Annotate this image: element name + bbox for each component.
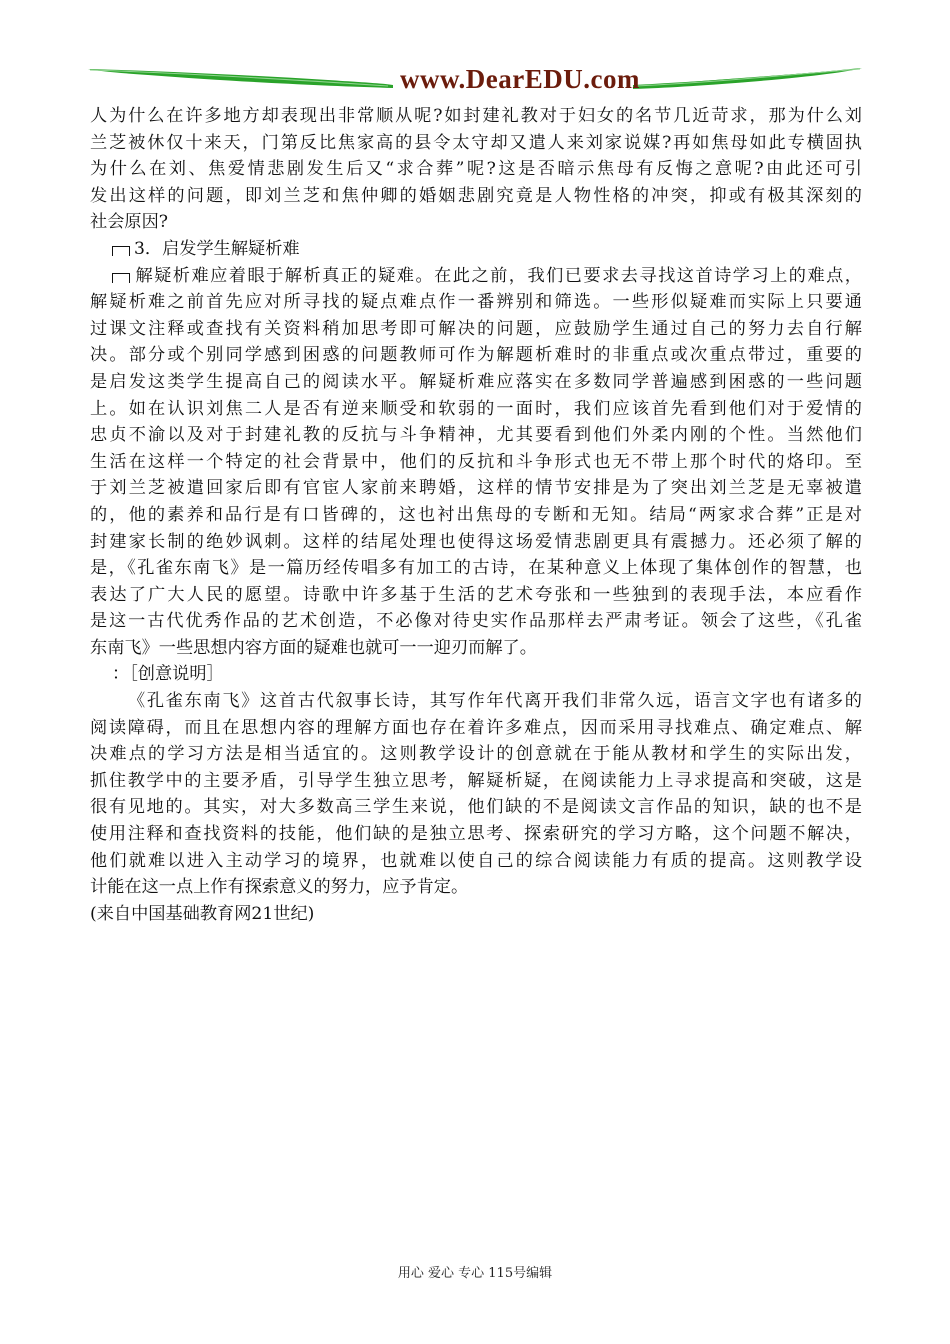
page-footer: 用心 爱心 专心 115号编辑 (397, 1266, 553, 1281)
text-line: 是，《孔雀东南飞》是一篇历经传唱多有加工的古诗，在某种意义上体现了集体创作的智慧，也 (90, 558, 862, 579)
text-line: 兰芝被休仅十来天，门第反比焦家高的县令太守却又遣人来刘家说媒?再如焦母如此专横固执 (90, 132, 862, 153)
text-line: 是这一古代优秀作品的艺术创造，不必像对待史实作品那样去严肃考证。领会了这些，《孔雀 (90, 611, 862, 632)
text-line: 封建家长制的绝妙讽刺。这样的结尾处理也使得这场爱情悲剧更具有震撼力。还必须了解的 (90, 531, 862, 552)
text-line: 计能在这一点上作有探索意义的努力，应予肯定。 (90, 877, 469, 898)
bracket-mark-icon (112, 246, 130, 256)
heading-text: 3．启发学生解疑析难 (134, 238, 300, 259)
paragraph (90, 263, 862, 662)
text-line: 决难点的学习方法是相当适宜的。这则教学设计的创意就在于能从教材和学生的实际出发， (90, 744, 862, 765)
text-line: 他们就难以进入主动学习的境界，也就难以使自己的综合阅读能力有质的提高。这则教学设 (90, 850, 862, 871)
source-note (90, 901, 862, 928)
site-logo[interactable]: www.DearEDU.com (400, 64, 640, 94)
paragraph (90, 103, 862, 236)
text-line (90, 263, 862, 290)
text-line: 表达了广大人民的愿望。诗歌中许多基于生活的艺术夸张和一些独到的表现手法，本应看作 (90, 584, 862, 605)
text-line: 东南飞》一些思想内容方面的疑难也就可一一迎刃而解了。 (90, 637, 537, 658)
text-line: 阅读障碍，而且在思想内容的理解方面也存在着许多难点，因而采用寻找难点、确定难点、解 (90, 717, 862, 738)
bracket-mark-icon (112, 273, 130, 283)
text-line: 《孔雀东南飞》这首古代叙事长诗，其写作年代离开我们非常久远，语言文字也有诸多的 (128, 691, 862, 712)
page-header (88, 58, 862, 100)
text-line: 很有见地的。其实，对大多数高三学生来说，他们缺的不是阅读文言作品的知识，缺的也不是 (90, 797, 862, 818)
heading-line (90, 236, 862, 263)
text-line: 使用注释和查找资料的技能，他们缺的是独立思考、探索研究的学习方略，这个问题不解决， (90, 824, 862, 845)
text-line: 社会原因? (90, 212, 168, 233)
text-line: 于刘兰芝被遣回家后即有官宦人家前来聘婚，这样的情节安排是为了突出刘兰芝是无辜被遣 (90, 478, 862, 499)
text-line: 发出这样的问题，即刘兰芝和焦仲卿的婚姻悲剧究竟是人物性格的冲突，抑或有极其深刻的 (90, 185, 862, 206)
text-line: 解疑析难之前首先应对所寻找的疑点难点作一番辨别和筛选。一些形似疑难而实际上只要通 (90, 292, 862, 313)
text-line: 上。如在认识刘焦二人是否有逆来顺受和软弱的一面时，我们应该首先看到他们对于爱情的 (90, 398, 862, 419)
source-text: (来自中国基础教育网21世纪) (90, 903, 315, 924)
paragraph (90, 688, 862, 901)
text-line: 决。部分或个别同学感到困惑的问题教师可作为解题析难时的非重点或次重点带过，重要的 (90, 345, 862, 366)
section-label-text: ：［创意说明］ (112, 664, 224, 685)
text-line: 为什么在刘、焦爱情悲剧发生后又“求合葬”呢?这是否暗示焦母有反悔之意呢?由此还可引 (90, 159, 862, 180)
text-line: 忠贞不渝以及对于封建礼教的反抗与斗争精神，尤其要看到他们外柔内刚的个性。当然他们 (90, 425, 862, 446)
text-line: 是启发这类学生提高自己的阅读水平。解疑析难应落实在多数同学普遍感到困惑的一些问题 (90, 371, 862, 392)
text-line-content: 解疑析难应着眼于解析真正的疑难。在此之前，我们已要求去寻找这首诗学习上的难点， (134, 265, 862, 286)
text-line: 的，他的素养和品行是有口皆碑的，这也衬出焦母的专断和无知。结局“两家求合葬”正是对 (90, 504, 862, 525)
document-body (90, 103, 862, 927)
text-line: 过课文注释或查找有关资料稍加思考即可解决的问题，应鼓励学生通过自己的努力去自行解 (90, 318, 862, 339)
section-heading (90, 236, 862, 263)
text-line: 抓住教学中的主要矛盾，引导学生独立思考，解疑析疑，在阅读能力上寻求提高和突破，这是 (90, 770, 862, 791)
text-line: 人为什么在许多地方却表现出非常顺从呢?如封建礼教对于妇女的名节几近苛求，那为什么刘 (90, 106, 862, 126)
text-line: 生活在这样一个特定的社会背景中，他们的反抗和斗争形式也无不带上那个时代的烙印。至 (90, 451, 862, 472)
section-label (90, 661, 862, 688)
